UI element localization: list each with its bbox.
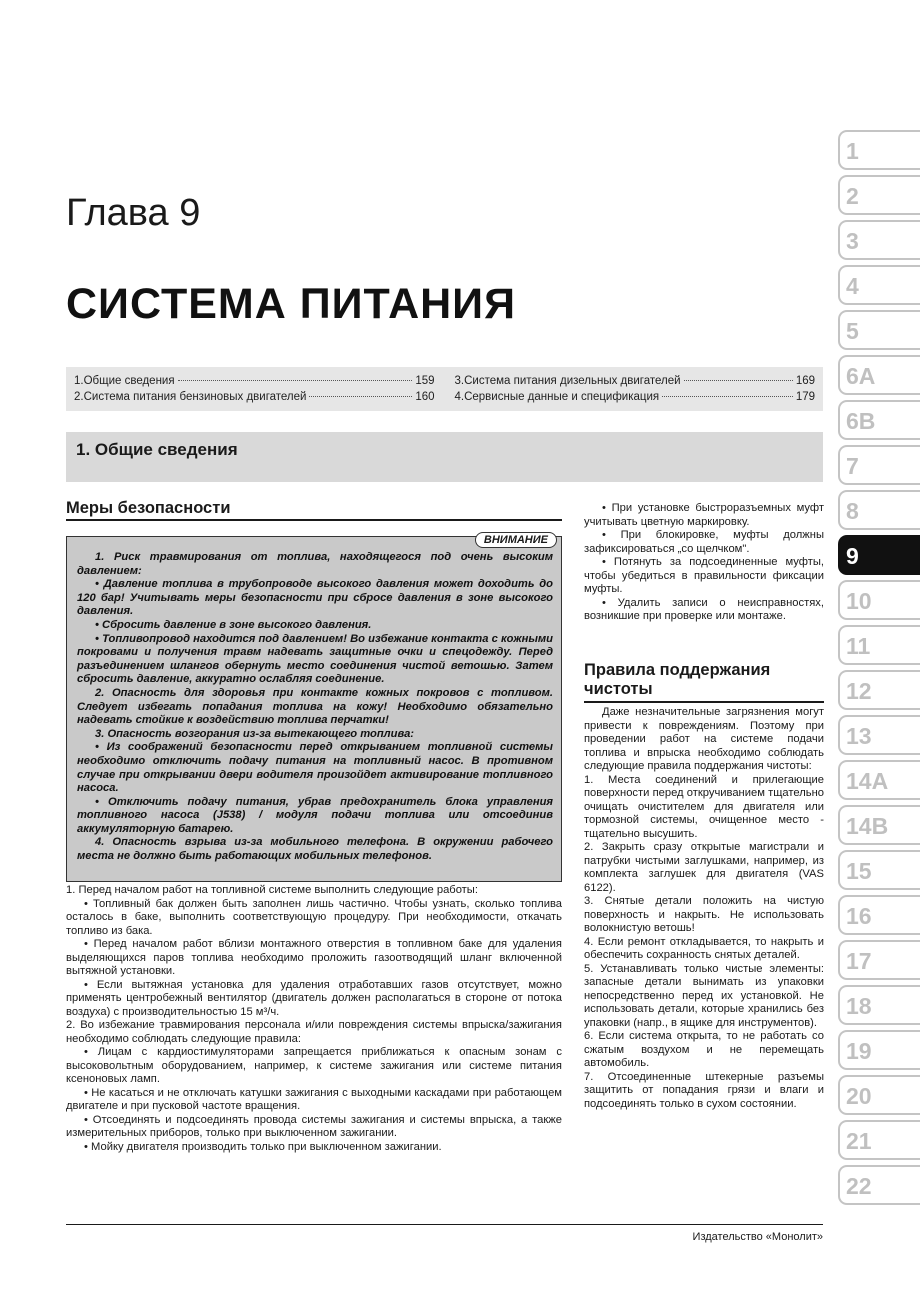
- warning-paragraph: • Отключить подачу питания, убрав предохранитель блока управления топливного насоса (J538) / модуля подачи топлива или отсоединив аккумуляторную батарею.: [77, 795, 553, 835]
- warning-paragraph: 1. Риск травмирования от топлива, находящегося под очень высоким давлением:: [77, 551, 553, 577]
- body-paragraph: • Топливный бак должен быть заполнен лишь частично. Чтобы узнать, сколько топлива осталось в баке, выполнить соответствующую процедуру. При необходимости, откачать топливо из бака.: [66, 897, 562, 937]
- toc-entry-page: 169: [795, 375, 815, 387]
- body-paragraph: • Мойку двигателя производить только при выключенном зажигании.: [84, 1140, 442, 1153]
- safety-heading: Меры безопасности: [66, 499, 231, 517]
- body-paragraph: • При установке быстроразъемных муфт учитывать цветную маркировку.: [584, 502, 824, 528]
- chapter-tab-active[interactable]: 9: [838, 535, 920, 575]
- toc-entry[interactable]: [455, 390, 816, 404]
- body-paragraph: • При блокировке, муфты должны зафиксироваться „со щелчком".: [584, 529, 824, 555]
- chapter-tab[interactable]: 22: [838, 1165, 920, 1205]
- chapter-tab[interactable]: 7: [838, 445, 920, 485]
- chapter-tab[interactable]: 19: [838, 1030, 920, 1070]
- body-paragraph: 2. Во избежание травмирования персонала и/или повреждения системы впрыска/зажигания необходимо соблюдать следующие правила:: [66, 1019, 562, 1045]
- safety-heading-rule: [66, 519, 562, 521]
- warning-paragraph: • Из соображений безопасности перед открыванием топливной системы необходимо отключить подачу питания на топливный насос. В противном случае при открывании двери водителя произойдет активирование топливного насоса.: [77, 741, 553, 795]
- toc-entry[interactable]: [74, 390, 435, 404]
- toc-entry-title: 2.Система питания бензиновых двигателей: [74, 391, 307, 403]
- publisher-credit: Издательство «Монолит»: [692, 1231, 823, 1243]
- body-paragraph: 6. Если система открыта, то не работать со сжатым воздухом и не перемещать автомобиль.: [584, 1030, 824, 1069]
- toc-entry-page: 160: [415, 391, 435, 403]
- chapter-tab[interactable]: 11: [838, 625, 920, 665]
- warning-paragraph: 4. Опасность взрыва из-за мобильного телефона. В окружении рабочего места не должно быть работающих мобильных телефонов.: [77, 836, 553, 863]
- body-paragraph: • Перед началом работ вблизи монтажного отверстия в топливном баке для удаления выделяющихся паров топлива необходимо проложить газоотводящий шланг включенной вытяжной установки.: [66, 938, 562, 977]
- chapter-tab[interactable]: 6B: [838, 400, 920, 440]
- chapter-title: СИСТЕМА ПИТАНИЯ: [66, 280, 516, 328]
- warning-paragraph: • Топливопровод находится под давлением! Во избежание контакта с кожными покровами и получения травм надевать защитные очки и спецодежду. Перед разъединением шлангов обернуть место соединения чистой ветошью. Затем сбросить давление, аккуратно ослабляя соединение.: [77, 632, 553, 686]
- toc-entry-title: 1.Общие сведения: [74, 375, 175, 387]
- warning-paragraph: 3. Опасность возгорания из-за вытекающего топлива:: [95, 727, 415, 740]
- warning-paragraph: 2. Опасность для здоровья при контакте кожных покровов с топливом. Следует избегать попадания топлива на кожу! Необходимо обязательно надевать стойкие к воздействию топлива перчатки!: [77, 686, 553, 727]
- body-paragraph: 5. Устанавливать только чистые элементы: запасные детали вынимать из упаковки непосредственно перед их установкой. Не использовать детали, которые хранились без упаковки (напр., в ящике для инструментов).: [584, 962, 824, 1029]
- chapter-tabs: [838, 130, 920, 1210]
- chapter-tab[interactable]: 2: [838, 175, 920, 215]
- warning-badge: ВНИМАНИЕ: [475, 532, 557, 548]
- footer-rule: [66, 1224, 823, 1225]
- chapter-tab[interactable]: 16: [838, 895, 920, 935]
- body-paragraph: 1. Места соединений и прилегающие поверхности перед откручиванием тщательно очищать очистителем для двигателя или тормозной системы, очищенное место - тщательно высушить.: [584, 773, 824, 840]
- warning-paragraph: • Сбросить давление в зоне высокого давления.: [95, 618, 372, 631]
- body-paragraph: • Отсоединять и подсоединять провода системы зажигания и системы впрыска, а также измерительных приборов, только при выключенном зажигании.: [66, 1113, 562, 1139]
- chapter-tab[interactable]: 12: [838, 670, 920, 710]
- body-paragraph: 3. Снятые детали положить на чистую поверхность и накрыть. Не использовать волокнистую ветошь!: [584, 895, 824, 934]
- right-column-top: [584, 502, 824, 624]
- body-paragraph: • Лицам с кардиостимуляторами запрещается приближаться к опасным зонам с высоковольтным оборудованием, например, к системе зажигания или системе питания ксеноновых ламп.: [66, 1046, 562, 1085]
- chapter-tab[interactable]: 15: [838, 850, 920, 890]
- chapter-tab[interactable]: 17: [838, 940, 920, 980]
- toc-entry-page: 159: [415, 375, 435, 387]
- body-paragraph: 4. Если ремонт откладывается, то накрыть и обеспечить сохранность снятых деталей.: [584, 935, 824, 961]
- toc-entry[interactable]: [455, 374, 816, 388]
- chapter-tab[interactable]: 21: [838, 1120, 920, 1160]
- safety-body: [66, 884, 562, 1154]
- warning-paragraph: • Давление топлива в трубопроводе высокого давления может доходить до 120 бар! Учитывать меры безопасности при сбросе давления в зоне высокого давления.: [77, 578, 553, 618]
- body-paragraph: 1. Перед началом работ на топливной системе выполнить следующие работы:: [66, 884, 478, 896]
- toc-entry-page: 179: [795, 391, 815, 403]
- chapter-tab[interactable]: 13: [838, 715, 920, 755]
- cleanliness-heading: Правила поддержания чистоты: [584, 661, 771, 698]
- chapter-tab[interactable]: 4: [838, 265, 920, 305]
- chapter-tab[interactable]: 18: [838, 985, 920, 1025]
- chapter-tab[interactable]: 14A: [838, 760, 920, 800]
- body-paragraph: 7. Отсоединенные штекерные разъемы защитить от попадания грязи и влаги и подсоединять только в сухом состоянии.: [584, 1070, 824, 1110]
- chapter-tab[interactable]: 8: [838, 490, 920, 530]
- chapter-tab[interactable]: 3: [838, 220, 920, 260]
- body-paragraph: • Не касаться и не отключать катушки зажигания с выходными каскадами при работающем двигателе и при пусковой частоте вращения.: [66, 1086, 562, 1112]
- chapter-tab[interactable]: 5: [838, 310, 920, 350]
- body-paragraph: Даже незначительные загрязнения могут привести к повреждениям. Поэтому при проведении работ на системе подачи топлива и впрыска необходимо соблюдать следующие правила поддержания чистоты:: [584, 706, 824, 772]
- body-paragraph: • Потянуть за подсоединенные муфты, чтобы убедиться в правильности фиксации муфты.: [584, 556, 824, 595]
- toc-entry-title: 3.Система питания дизельных двигателей: [454, 375, 681, 387]
- chapter-tab[interactable]: 6A: [838, 355, 920, 395]
- chapter-label: Глава 9: [66, 192, 201, 234]
- section-title: 1. Общие сведения: [66, 432, 823, 482]
- cleanliness-heading-rule: [584, 701, 824, 703]
- chapter-tab[interactable]: 14B: [838, 805, 920, 845]
- toc-entry-title: 4.Сервисные данные и спецификация: [454, 391, 660, 403]
- cleanliness-body: [584, 706, 824, 1111]
- warning-box: [66, 536, 562, 882]
- body-paragraph: • Удалить записи о неисправностях, возникшие при проверке или монтаже.: [584, 596, 824, 622]
- chapter-tab[interactable]: 20: [838, 1075, 920, 1115]
- chapter-tab[interactable]: 1: [838, 130, 920, 170]
- table-of-contents: [66, 367, 823, 411]
- toc-entry[interactable]: [74, 374, 435, 388]
- body-paragraph: 2. Закрыть сразу открытые магистрали и патрубки чистыми заглушками, например, из комплекта заглушек для двигателя (VAS 6122).: [584, 841, 824, 894]
- body-paragraph: • Если вытяжная установка для удаления отработавших газов отсутствует, можно применять центробежный вентилятор (двигатель должен располагаться в стороне от потока воздуха) с производительностью 15 м³/ч.: [66, 978, 562, 1018]
- chapter-tab[interactable]: 10: [838, 580, 920, 620]
